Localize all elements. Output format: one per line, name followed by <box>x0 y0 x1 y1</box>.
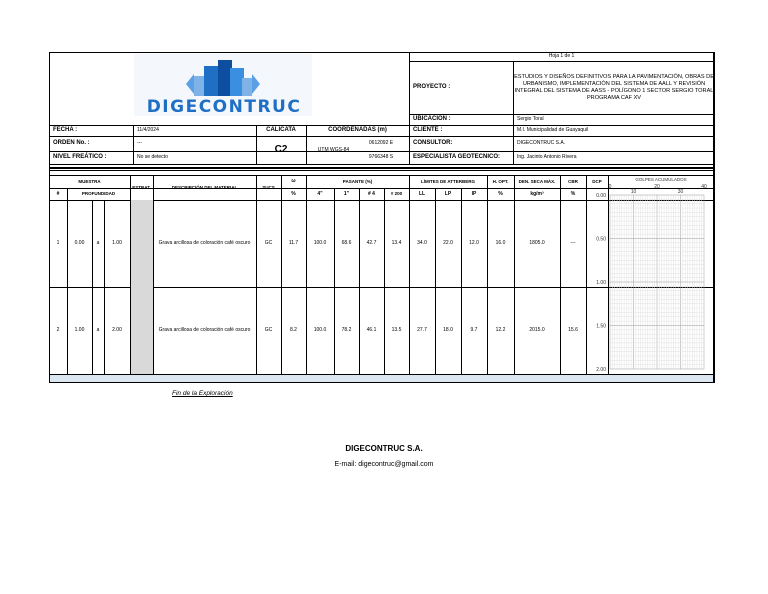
row2-den: 2015.0 <box>529 327 545 334</box>
logo-text: DIGECONTRUC <box>146 97 302 117</box>
row1-lp: 22.0 <box>443 240 453 247</box>
row1-p3: 42.7 <box>366 240 377 247</box>
company-logo <box>134 54 312 116</box>
col-estrat: ESTRAT. <box>132 184 151 190</box>
orden-label: ORDEN No. : <box>53 139 90 146</box>
fecha-value: 11/4/2024 <box>137 127 159 134</box>
company-email: E-mail: digecontruc@gmail.com <box>334 461 434 468</box>
dcp-x-tick-label: 0 <box>608 184 612 190</box>
row1-den: 1805.0 <box>529 240 545 247</box>
dcp-x-tick-label: 30 <box>677 189 684 195</box>
row2-p3: 46.1 <box>366 327 377 334</box>
col-dcp: DCP <box>592 178 602 184</box>
col-profundidad: PROFUNDIDAD <box>81 191 116 197</box>
row1-ll: 34.0 <box>417 240 427 247</box>
calicata-label: CALICATA <box>266 126 296 133</box>
especialista-label: ESPECIALISTA GEOTECNICO: <box>413 153 501 160</box>
orden-value: --- <box>137 140 142 147</box>
row2-cbr: 15.6 <box>568 327 578 334</box>
row1-p1: 100.0 <box>313 240 327 247</box>
dcp-y-tick-label: 0.50 <box>596 236 606 243</box>
row2-desc: Grava arcillosa de coloración café oscuro <box>158 327 251 334</box>
row1-a: a <box>96 240 100 247</box>
col-den-unit: kg/m³ <box>530 190 544 197</box>
col-muestra: MUESTRA <box>78 178 101 184</box>
col-w-unit: % <box>291 190 296 197</box>
col-p3: # 4 <box>368 190 375 197</box>
dcp-y-tick-label: 1.50 <box>596 323 606 330</box>
dcp-x-tick-label: 10 <box>630 189 637 195</box>
dcp-x-tick-label: 40 <box>701 184 707 190</box>
row1-cbr: --- <box>570 240 576 247</box>
col-den: DEN. SECA MÁX. <box>518 178 556 184</box>
col-hopt: H. OPT. <box>492 178 509 184</box>
company-name: DIGECONTRUC S.A. <box>345 444 423 453</box>
especialista-value: Ing. Jacinto Antonio Rivera <box>517 154 577 161</box>
location-value: Sergio Toral <box>517 116 544 123</box>
dcp-y-tick-label: 1.00 <box>596 280 606 286</box>
row1-p2: 68.6 <box>341 240 352 247</box>
row2-p4: 13.5 <box>391 327 402 334</box>
consultor-label: CONSULTOR: <box>413 139 453 146</box>
coord-east: 0612092 E <box>368 139 394 146</box>
row1-hopt: 16.0 <box>495 240 506 247</box>
end-of-exploration-note: Fin de la Exploración <box>172 390 233 397</box>
col-ip: IP <box>471 190 477 197</box>
row2-sucs: GC <box>264 327 273 334</box>
row2-ip: 9.7 <box>470 327 478 334</box>
row2-p2: 78.2 <box>341 327 352 334</box>
col-cbr-unit: % <box>570 190 576 197</box>
sheet-number: Hoja 1 de 1 <box>548 53 575 60</box>
row2-w: 8.2 <box>290 327 297 334</box>
row2-p1: 100.0 <box>313 327 327 334</box>
cliente-label: CLIENTE : <box>413 126 443 133</box>
fecha-label: FECHA : <box>53 126 78 133</box>
dcp-chart-title: GOLPES ACUMULADOS <box>635 177 687 183</box>
nivel-label: NIVEL FREÁTICO : <box>53 153 107 160</box>
dcp-y-tick-label: 0.00 <box>596 193 606 199</box>
row1-ip: 12.0 <box>469 240 479 247</box>
row1-num: 1 <box>56 240 60 247</box>
col-p1: 4" <box>317 190 323 197</box>
col-ll: LL <box>418 190 426 197</box>
row1-desc: Grava arcillosa de coloración café oscuro <box>158 240 251 247</box>
location-label: UBICACIÓN : <box>413 115 451 122</box>
dcp-chart <box>586 183 714 375</box>
row2-from: 1.00 <box>74 327 85 334</box>
nivel-value: No se detecto <box>137 154 168 161</box>
row1-w: 11.7 <box>288 240 299 247</box>
coord-system: UTM WGS-84 <box>317 146 350 153</box>
col-sucs: SUCS <box>262 184 275 190</box>
row2-ll: 27.7 <box>417 327 427 334</box>
col-descripcion: DESCRIPCIÓN DEL MATERIAL <box>171 184 238 190</box>
col-hopt-unit: % <box>498 190 503 197</box>
row2-num: 2 <box>56 327 60 334</box>
col-lp: LP <box>444 190 452 197</box>
col-num: # <box>56 190 60 197</box>
coord-label: COORDENADAS (m) <box>328 126 387 133</box>
row1-sucs: GC <box>264 240 273 247</box>
coord-south: 9766348 S <box>368 153 394 160</box>
row1-to: 1.00 <box>112 240 122 247</box>
consultor-value: DIGECONTRUC S.A. <box>517 140 566 147</box>
calicata-value: C2 <box>274 143 288 155</box>
row2-hopt: 12.2 <box>495 327 506 334</box>
row1-from: 0.00 <box>74 240 85 247</box>
col-p4: # 200 <box>390 191 403 197</box>
row2-lp: 18.0 <box>443 327 453 334</box>
col-pasante: PASANTE (%) <box>342 178 373 184</box>
project-description: ESTUDIOS Y DISEÑOS DEFINITIVOS PARA LA PAVIMENTACIÓN, OBRAS DE URBANISMO, IMPLEMENTACIÓN DEL SISTEMA DE AALL Y REVISIÓN INTEGRAL DEL SISTEMA DE AASS - POLÍGONO 1 SECTOR SERGIO TORAL PROGRAMA CAF XV <box>514 74 714 101</box>
col-w: ω <box>291 178 296 185</box>
col-p2: 1" <box>343 190 350 197</box>
project-label: PROYECTO : <box>413 83 451 90</box>
col-limites: LÍMITES DE ATTERBERG <box>421 178 475 184</box>
row2-a: a <box>96 327 100 334</box>
row1-p4: 13.4 <box>391 240 402 247</box>
dcp-y-tick-label: 2.00 <box>596 367 606 373</box>
dcp-x-tick-label: 20 <box>654 184 660 190</box>
row2-to: 2.00 <box>112 327 122 334</box>
cliente-value: M.I. Municipalidad de Guayaquil <box>517 127 589 134</box>
col-cbr: CBR <box>568 178 578 184</box>
